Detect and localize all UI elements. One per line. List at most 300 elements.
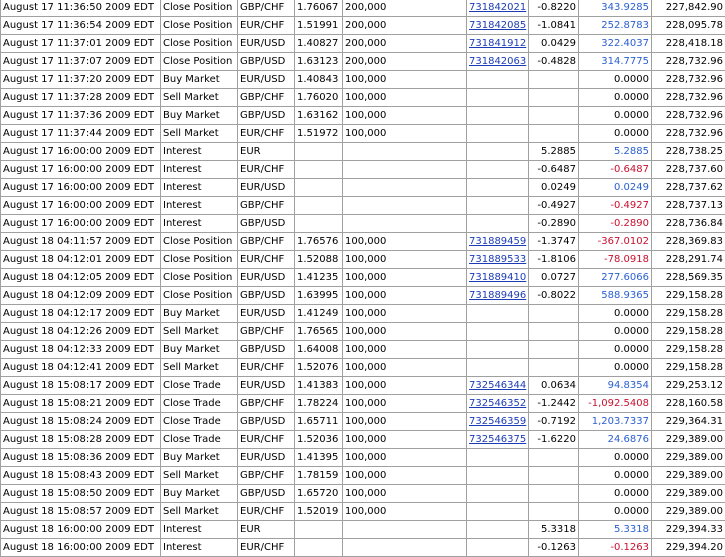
table-row[interactable] — [1, 143, 725, 161]
cell-balance: 228,732.96 — [652, 71, 725, 89]
cell-interest — [529, 305, 579, 323]
cell-action: Interest — [161, 539, 238, 557]
cell-balance: 229,158.28 — [652, 323, 725, 341]
cell-ticket — [467, 269, 529, 287]
cell-ticket — [467, 413, 529, 431]
cell-price: 1.52019 — [295, 503, 343, 521]
cell-ticket — [467, 539, 529, 557]
cell-action: Interest — [161, 215, 238, 233]
cell-amount — [343, 143, 467, 161]
cell-symbol: EUR/CHF — [238, 539, 295, 557]
cell-time: August 18 16:00:00 2009 EDT — [1, 539, 161, 557]
cell-interest — [529, 359, 579, 377]
cell-balance: 229,389.00 — [652, 467, 725, 485]
cell-action: Interest — [161, 143, 238, 161]
cell-pl: 0.0000 — [579, 485, 652, 503]
cell-ticket — [467, 341, 529, 359]
cell-action: Close Position — [161, 251, 238, 269]
cell-price: 1.41395 — [295, 449, 343, 467]
cell-symbol: GBP/USD — [238, 215, 295, 233]
cell-price: 1.52076 — [295, 359, 343, 377]
cell-interest — [529, 467, 579, 485]
ticket-link[interactable]: 731889533 — [469, 254, 526, 265]
cell-time: August 18 04:12:01 2009 EDT — [1, 251, 161, 269]
cell-pl: -0.6487 — [579, 161, 652, 179]
cell-action: Close Trade — [161, 431, 238, 449]
table-row[interactable] — [1, 521, 725, 539]
cell-balance: 227,842.90 — [652, 0, 725, 17]
cell-symbol: GBP/CHF — [238, 323, 295, 341]
cell-time: August 17 16:00:00 2009 EDT — [1, 215, 161, 233]
cell-balance: 228,291.74 — [652, 251, 725, 269]
cell-action: Close Trade — [161, 413, 238, 431]
cell-ticket — [467, 197, 529, 215]
cell-amount — [343, 179, 467, 197]
cell-pl: 0.0000 — [579, 341, 652, 359]
cell-pl: -0.2890 — [579, 215, 652, 233]
cell-balance: 228,732.96 — [652, 53, 725, 71]
cell-amount: 100,000 — [343, 449, 467, 467]
cell-price: 1.63162 — [295, 107, 343, 125]
cell-price — [295, 161, 343, 179]
cell-time: August 17 11:36:54 2009 EDT — [1, 17, 161, 35]
cell-pl: 0.0000 — [579, 359, 652, 377]
cell-interest: -1.8106 — [529, 251, 579, 269]
cell-ticket — [467, 377, 529, 395]
cell-time: August 17 11:37:28 2009 EDT — [1, 89, 161, 107]
cell-symbol: GBP/CHF — [238, 197, 295, 215]
cell-balance: 229,394.33 — [652, 521, 725, 539]
table-row[interactable] — [1, 35, 725, 53]
cell-balance: 229,158.28 — [652, 341, 725, 359]
table-row[interactable] — [1, 341, 725, 359]
cell-action: Buy Market — [161, 71, 238, 89]
cell-time: August 18 04:12:26 2009 EDT — [1, 323, 161, 341]
cell-time: August 17 11:37:07 2009 EDT — [1, 53, 161, 71]
cell-pl: -367.0102 — [579, 233, 652, 251]
cell-interest: -0.2890 — [529, 215, 579, 233]
table-row[interactable] — [1, 359, 725, 377]
cell-interest — [529, 323, 579, 341]
ticket-link[interactable]: 732546375 — [469, 434, 526, 445]
table-row[interactable] — [1, 107, 725, 125]
cell-action: Sell Market — [161, 89, 238, 107]
cell-action: Close Trade — [161, 395, 238, 413]
table-body — [1, 0, 725, 557]
cell-time: August 17 11:37:01 2009 EDT — [1, 35, 161, 53]
cell-interest: 0.0634 — [529, 377, 579, 395]
cell-price: 1.76020 — [295, 89, 343, 107]
cell-price: 1.78159 — [295, 467, 343, 485]
cell-amount: 200,000 — [343, 35, 467, 53]
cell-action: Close Position — [161, 233, 238, 251]
cell-amount: 100,000 — [343, 377, 467, 395]
cell-time: August 18 04:12:17 2009 EDT — [1, 305, 161, 323]
cell-symbol: GBP/CHF — [238, 233, 295, 251]
cell-action: Buy Market — [161, 449, 238, 467]
cell-interest: 5.3318 — [529, 521, 579, 539]
cell-amount: 100,000 — [343, 359, 467, 377]
cell-ticket — [467, 179, 529, 197]
ticket-link[interactable]: 731842063 — [469, 56, 526, 67]
cell-interest: -0.1263 — [529, 539, 579, 557]
table-row[interactable] — [1, 395, 725, 413]
cell-symbol: EUR/CHF — [238, 503, 295, 521]
cell-time: August 18 15:08:57 2009 EDT — [1, 503, 161, 521]
cell-amount: 100,000 — [343, 467, 467, 485]
ticket-link[interactable]: 731842085 — [469, 20, 526, 31]
cell-price: 1.76565 — [295, 323, 343, 341]
cell-symbol: EUR/USD — [238, 269, 295, 287]
cell-symbol: EUR/CHF — [238, 251, 295, 269]
cell-interest: -0.4927 — [529, 197, 579, 215]
cell-symbol: EUR/CHF — [238, 125, 295, 143]
cell-balance: 229,158.28 — [652, 287, 725, 305]
cell-price — [295, 215, 343, 233]
cell-amount: 100,000 — [343, 485, 467, 503]
cell-price: 1.78224 — [295, 395, 343, 413]
cell-time: August 18 04:12:09 2009 EDT — [1, 287, 161, 305]
cell-interest — [529, 89, 579, 107]
cell-amount — [343, 197, 467, 215]
cell-time: August 18 04:11:57 2009 EDT — [1, 233, 161, 251]
cell-action: Close Position — [161, 0, 238, 17]
table-row[interactable] — [1, 287, 725, 305]
cell-balance: 228,369.83 — [652, 233, 725, 251]
cell-amount: 100,000 — [343, 251, 467, 269]
cell-price: 1.64008 — [295, 341, 343, 359]
table-row[interactable] — [1, 17, 725, 35]
cell-price — [295, 179, 343, 197]
cell-symbol: GBP/USD — [238, 53, 295, 71]
cell-ticket — [467, 521, 529, 539]
cell-balance: 228,738.25 — [652, 143, 725, 161]
cell-pl: 0.0000 — [579, 107, 652, 125]
cell-symbol: EUR/USD — [238, 179, 295, 197]
cell-symbol: GBP/USD — [238, 107, 295, 125]
table-row[interactable] — [1, 215, 725, 233]
cell-time: August 17 11:37:44 2009 EDT — [1, 125, 161, 143]
cell-ticket — [467, 233, 529, 251]
cell-amount: 100,000 — [343, 89, 467, 107]
cell-balance: 229,158.28 — [652, 305, 725, 323]
cell-amount: 200,000 — [343, 0, 467, 17]
cell-price: 1.41249 — [295, 305, 343, 323]
cell-symbol: GBP/USD — [238, 413, 295, 431]
cell-symbol: GBP/CHF — [238, 0, 295, 17]
cell-balance: 228,737.62 — [652, 179, 725, 197]
cell-pl: 5.2885 — [579, 143, 652, 161]
cell-symbol: GBP/CHF — [238, 467, 295, 485]
cell-interest: -1.6220 — [529, 431, 579, 449]
cell-interest — [529, 449, 579, 467]
cell-price: 1.76576 — [295, 233, 343, 251]
cell-symbol: GBP/USD — [238, 341, 295, 359]
cell-symbol: EUR/USD — [238, 449, 295, 467]
ticket-link[interactable]: 731841912 — [469, 38, 526, 49]
cell-time: August 17 11:36:50 2009 EDT — [1, 0, 161, 17]
cell-interest — [529, 107, 579, 125]
table-row[interactable] — [1, 89, 725, 107]
cell-pl: 5.3318 — [579, 521, 652, 539]
cell-time: August 17 11:37:20 2009 EDT — [1, 71, 161, 89]
cell-ticket — [467, 0, 529, 17]
cell-symbol: EUR — [238, 521, 295, 539]
cell-time: August 17 16:00:00 2009 EDT — [1, 197, 161, 215]
cell-ticket — [467, 449, 529, 467]
cell-amount: 100,000 — [343, 341, 467, 359]
cell-interest — [529, 503, 579, 521]
cell-action: Close Position — [161, 17, 238, 35]
cell-action: Close Position — [161, 53, 238, 71]
ticket-link[interactable]: 731889410 — [469, 272, 526, 283]
cell-interest: -0.7192 — [529, 413, 579, 431]
table-row[interactable] — [1, 53, 725, 71]
cell-pl: 343.9285 — [579, 0, 652, 17]
cell-ticket — [467, 323, 529, 341]
cell-balance: 228,737.13 — [652, 197, 725, 215]
cell-interest: -0.8022 — [529, 287, 579, 305]
cell-balance: 228,732.96 — [652, 125, 725, 143]
cell-pl: 24.6876 — [579, 431, 652, 449]
cell-pl: 0.0000 — [579, 71, 652, 89]
cell-time: August 17 16:00:00 2009 EDT — [1, 179, 161, 197]
cell-symbol: GBP/USD — [238, 287, 295, 305]
table-row[interactable] — [1, 269, 725, 287]
cell-pl: -1,092.5408 — [579, 395, 652, 413]
cell-ticket — [467, 287, 529, 305]
cell-pl: 0.0000 — [579, 305, 652, 323]
cell-interest: 5.2885 — [529, 143, 579, 161]
table-row[interactable] — [1, 71, 725, 89]
table-row[interactable] — [1, 161, 725, 179]
cell-symbol: EUR/USD — [238, 305, 295, 323]
cell-balance: 228,732.96 — [652, 89, 725, 107]
cell-ticket — [467, 215, 529, 233]
table-row[interactable] — [1, 125, 725, 143]
cell-pl: -78.0918 — [579, 251, 652, 269]
ticket-link[interactable]: 731842021 — [469, 2, 526, 13]
cell-ticket — [467, 305, 529, 323]
table-row[interactable] — [1, 323, 725, 341]
cell-action: Buy Market — [161, 341, 238, 359]
table-row[interactable] — [1, 305, 725, 323]
cell-action: Buy Market — [161, 305, 238, 323]
cell-price: 1.63995 — [295, 287, 343, 305]
cell-balance: 228,732.96 — [652, 107, 725, 125]
cell-pl: 1,203.7337 — [579, 413, 652, 431]
table-row[interactable] — [1, 251, 725, 269]
cell-ticket — [467, 467, 529, 485]
cell-time: August 17 16:00:00 2009 EDT — [1, 143, 161, 161]
table-row[interactable] — [1, 179, 725, 197]
cell-ticket — [467, 53, 529, 71]
table-row[interactable] — [1, 449, 725, 467]
table-row[interactable] — [1, 485, 725, 503]
cell-ticket — [467, 431, 529, 449]
cell-balance: 229,389.00 — [652, 431, 725, 449]
cell-time: August 18 15:08:21 2009 EDT — [1, 395, 161, 413]
cell-balance: 228,569.35 — [652, 269, 725, 287]
table-row[interactable] — [1, 431, 725, 449]
cell-action: Close Position — [161, 269, 238, 287]
cell-pl: 94.8354 — [579, 377, 652, 395]
cell-amount: 200,000 — [343, 53, 467, 71]
cell-price — [295, 143, 343, 161]
cell-price — [295, 197, 343, 215]
cell-action: Close Trade — [161, 377, 238, 395]
cell-pl: 0.0249 — [579, 179, 652, 197]
ticket-link[interactable]: 732546352 — [469, 398, 526, 409]
cell-time: August 18 15:08:24 2009 EDT — [1, 413, 161, 431]
cell-interest: 0.0727 — [529, 269, 579, 287]
cell-time: August 17 16:00:00 2009 EDT — [1, 161, 161, 179]
cell-action: Sell Market — [161, 359, 238, 377]
cell-interest: -0.8220 — [529, 0, 579, 17]
cell-ticket — [467, 71, 529, 89]
cell-balance: 229,389.00 — [652, 503, 725, 521]
cell-symbol: EUR/USD — [238, 35, 295, 53]
cell-pl: 277.6066 — [579, 269, 652, 287]
cell-amount: 100,000 — [343, 413, 467, 431]
cell-action: Buy Market — [161, 107, 238, 125]
cell-ticket — [467, 143, 529, 161]
cell-ticket — [467, 359, 529, 377]
table-row[interactable] — [1, 197, 725, 215]
cell-action: Sell Market — [161, 467, 238, 485]
cell-time: August 18 15:08:43 2009 EDT — [1, 467, 161, 485]
cell-ticket — [467, 35, 529, 53]
table-row[interactable] — [1, 377, 725, 395]
cell-balance: 228,737.60 — [652, 161, 725, 179]
cell-amount: 100,000 — [343, 395, 467, 413]
cell-price: 1.41235 — [295, 269, 343, 287]
cell-ticket — [467, 251, 529, 269]
cell-amount — [343, 215, 467, 233]
cell-pl: 252.8783 — [579, 17, 652, 35]
cell-action: Close Position — [161, 35, 238, 53]
cell-pl: 322.4037 — [579, 35, 652, 53]
cell-price: 1.76067 — [295, 0, 343, 17]
cell-amount: 100,000 — [343, 125, 467, 143]
cell-price: 1.65720 — [295, 485, 343, 503]
ticket-link[interactable]: 731889459 — [469, 236, 526, 247]
cell-interest — [529, 485, 579, 503]
cell-price: 1.52036 — [295, 431, 343, 449]
table-row[interactable] — [1, 539, 725, 557]
cell-balance: 228,736.84 — [652, 215, 725, 233]
ticket-link[interactable]: 732546344 — [469, 380, 526, 391]
cell-amount — [343, 539, 467, 557]
cell-price: 1.40827 — [295, 35, 343, 53]
cell-action: Sell Market — [161, 503, 238, 521]
cell-amount: 100,000 — [343, 503, 467, 521]
cell-action: Interest — [161, 161, 238, 179]
ticket-link[interactable]: 731889496 — [469, 290, 526, 301]
cell-pl: 0.0000 — [579, 89, 652, 107]
cell-amount: 100,000 — [343, 431, 467, 449]
table-row[interactable] — [1, 413, 725, 431]
cell-pl: 0.0000 — [579, 503, 652, 521]
table-row[interactable] — [1, 233, 725, 251]
cell-interest — [529, 71, 579, 89]
cell-pl: 0.0000 — [579, 125, 652, 143]
cell-interest: -0.6487 — [529, 161, 579, 179]
cell-price: 1.52088 — [295, 251, 343, 269]
cell-interest: -1.0841 — [529, 17, 579, 35]
cell-ticket — [467, 17, 529, 35]
cell-amount: 100,000 — [343, 233, 467, 251]
cell-interest: 0.0249 — [529, 179, 579, 197]
cell-amount: 100,000 — [343, 287, 467, 305]
cell-time: August 18 04:12:05 2009 EDT — [1, 269, 161, 287]
cell-balance: 228,095.78 — [652, 17, 725, 35]
ticket-link[interactable]: 732546359 — [469, 416, 526, 427]
cell-balance: 229,389.00 — [652, 485, 725, 503]
cell-time: August 18 04:12:41 2009 EDT — [1, 359, 161, 377]
cell-balance: 229,364.31 — [652, 413, 725, 431]
cell-interest — [529, 341, 579, 359]
cell-pl: 0.0000 — [579, 467, 652, 485]
cell-balance: 228,160.58 — [652, 395, 725, 413]
cell-balance: 229,394.20 — [652, 539, 725, 557]
cell-amount — [343, 161, 467, 179]
cell-price — [295, 521, 343, 539]
cell-action: Buy Market — [161, 485, 238, 503]
cell-symbol: GBP/CHF — [238, 395, 295, 413]
cell-ticket — [467, 395, 529, 413]
cell-symbol: EUR/CHF — [238, 359, 295, 377]
cell-balance: 229,158.28 — [652, 359, 725, 377]
cell-pl: 0.0000 — [579, 449, 652, 467]
cell-action: Sell Market — [161, 125, 238, 143]
table-row[interactable] — [1, 0, 725, 17]
table-row[interactable] — [1, 467, 725, 485]
cell-interest — [529, 125, 579, 143]
cell-time: August 18 15:08:28 2009 EDT — [1, 431, 161, 449]
cell-amount: 100,000 — [343, 323, 467, 341]
cell-ticket — [467, 107, 529, 125]
cell-amount: 100,000 — [343, 305, 467, 323]
cell-time: August 18 15:08:36 2009 EDT — [1, 449, 161, 467]
cell-symbol: GBP/USD — [238, 485, 295, 503]
cell-pl: -0.4927 — [579, 197, 652, 215]
cell-amount: 100,000 — [343, 107, 467, 125]
cell-price: 1.41383 — [295, 377, 343, 395]
cell-time: August 18 04:12:33 2009 EDT — [1, 341, 161, 359]
cell-interest: -0.4828 — [529, 53, 579, 71]
cell-price: 1.51991 — [295, 17, 343, 35]
cell-action: Close Position — [161, 287, 238, 305]
cell-price: 1.51972 — [295, 125, 343, 143]
cell-symbol: EUR/CHF — [238, 161, 295, 179]
cell-price: 1.63123 — [295, 53, 343, 71]
cell-interest: 0.0429 — [529, 35, 579, 53]
cell-balance: 228,418.18 — [652, 35, 725, 53]
cell-price — [295, 539, 343, 557]
cell-ticket — [467, 89, 529, 107]
cell-price: 1.40843 — [295, 71, 343, 89]
cell-action: Interest — [161, 521, 238, 539]
table-row[interactable] — [1, 503, 725, 521]
cell-symbol: GBP/CHF — [238, 89, 295, 107]
cell-ticket — [467, 503, 529, 521]
cell-symbol: EUR/CHF — [238, 17, 295, 35]
cell-pl: 0.0000 — [579, 323, 652, 341]
cell-action: Interest — [161, 179, 238, 197]
cell-time: August 18 15:08:50 2009 EDT — [1, 485, 161, 503]
cell-amount: 100,000 — [343, 71, 467, 89]
